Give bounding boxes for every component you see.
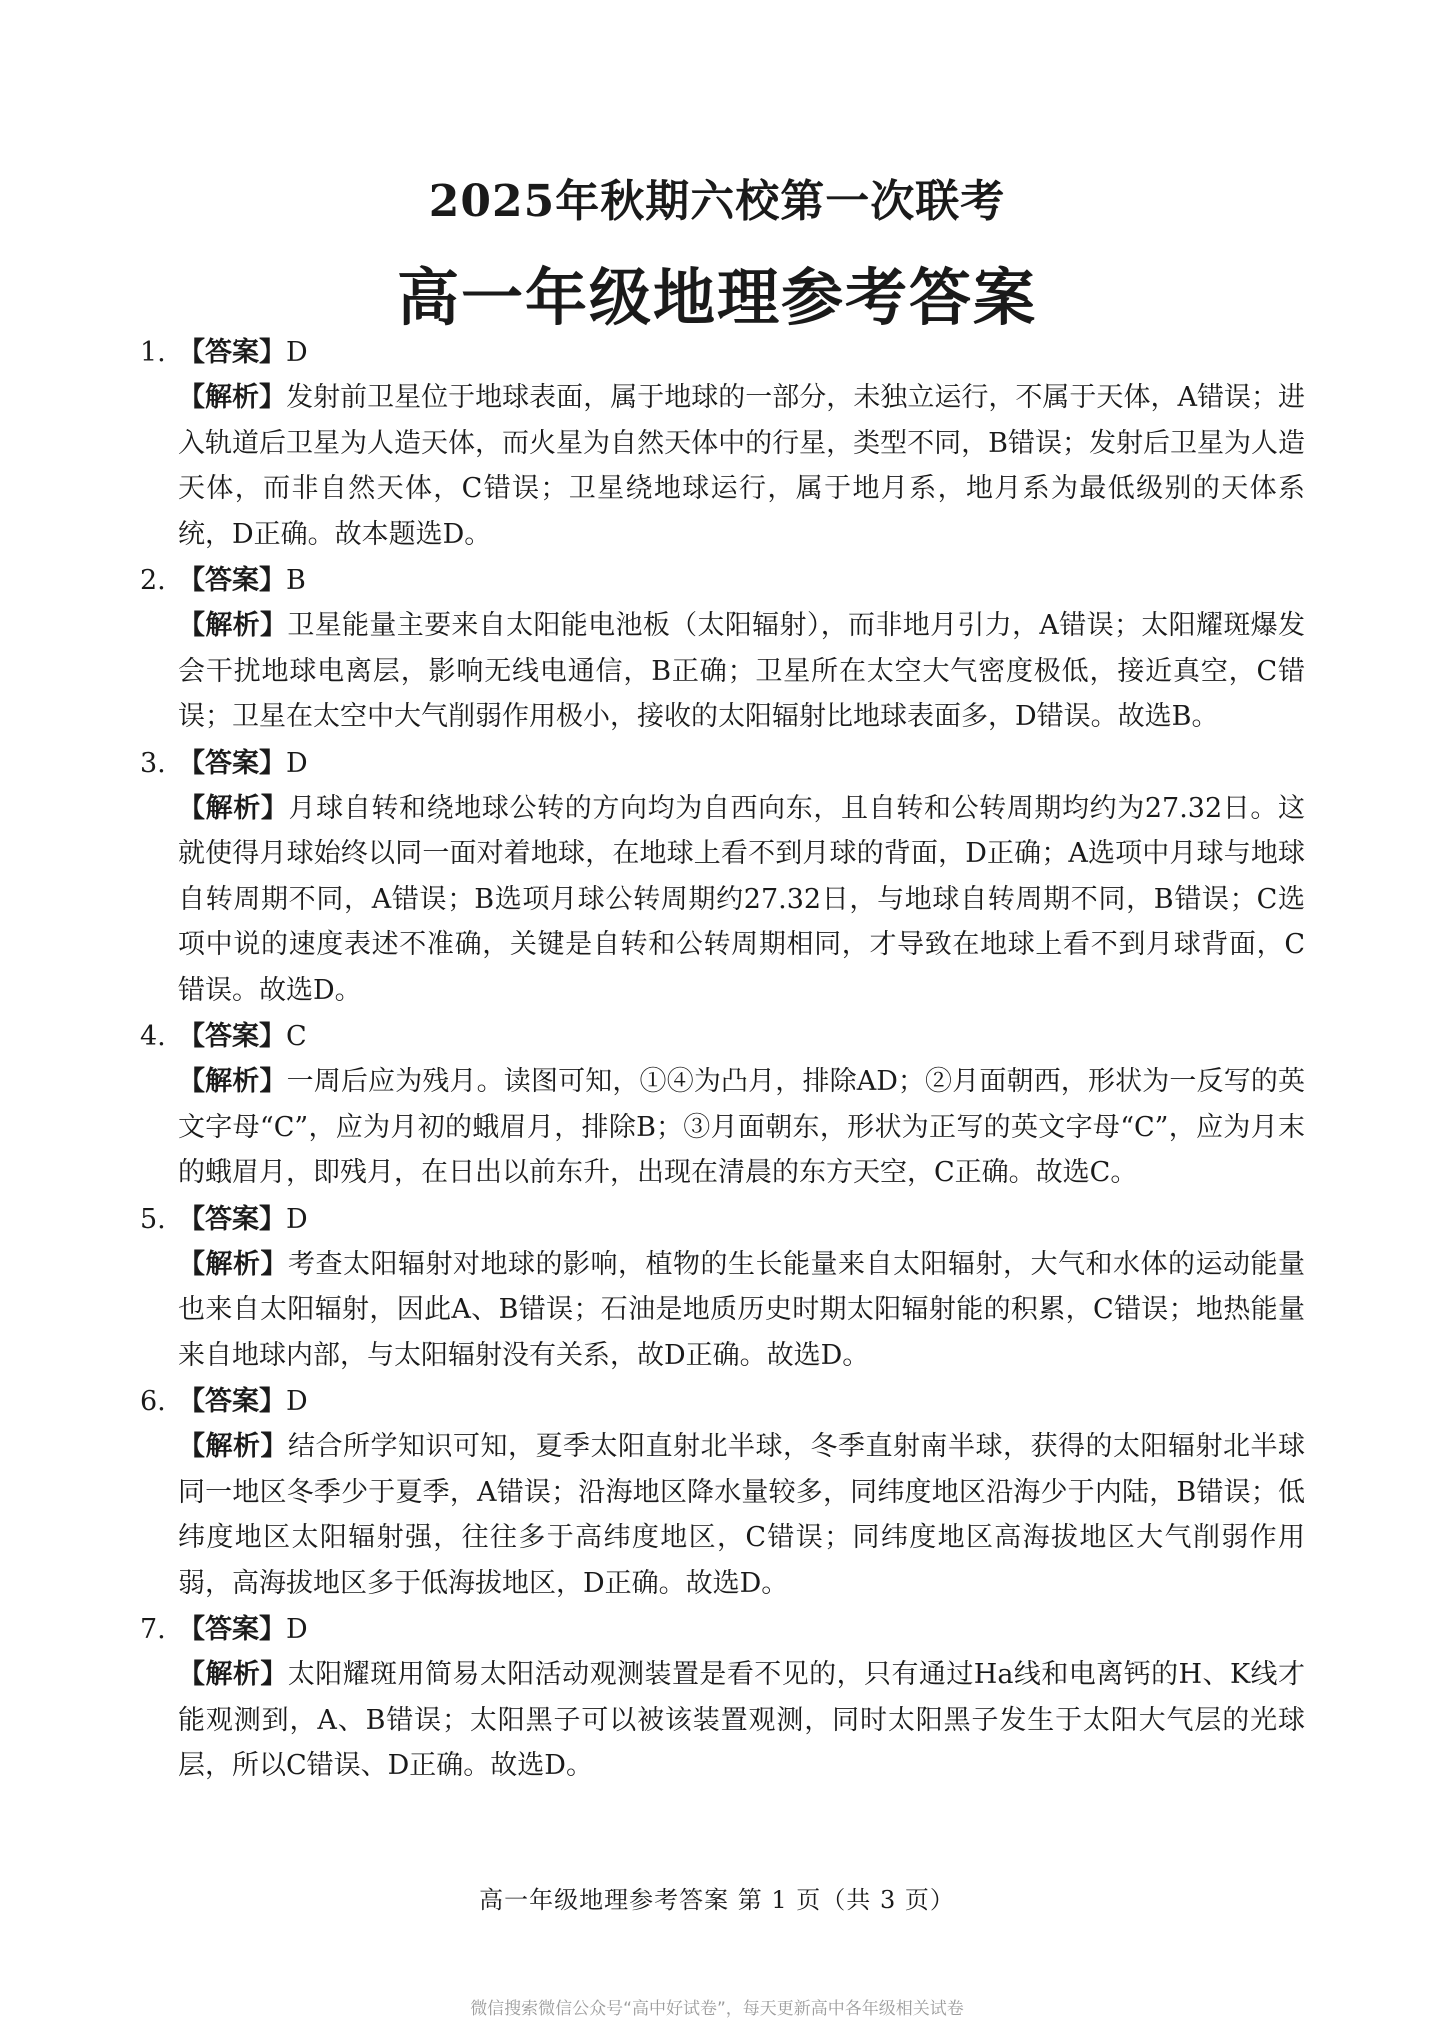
analysis-tag: 【解析】 xyxy=(178,792,289,824)
answer-value: C xyxy=(286,1021,307,1052)
analysis-text: 月球自转和绕地球公转的方向均为自西向东，且自转和公转周期均约为27.32日。这就使得月球始终以同一面对着地球，在地球上看不到月球的背面，D正确；A选项中月球与地球自转周期不同，A错误；B选项月球公转周期约27.32日，与地球自转周期不同，B错误；C选项中说的速度表述不准确，关键是自转和公转周期相同，才导致在地球上看不到月球背面，C错误。故选D。 xyxy=(178,792,1306,1006)
answer-tag: 【答案】 xyxy=(178,565,286,596)
answer-line xyxy=(140,330,1305,375)
analysis-paragraph xyxy=(140,603,1305,740)
answer-value: D xyxy=(286,747,308,779)
analysis-tag: 【解析】 xyxy=(178,1248,288,1280)
answer-value: D xyxy=(286,1614,308,1645)
question-number: 4. xyxy=(140,1021,166,1052)
answer-tag: 【答案】 xyxy=(178,1203,286,1235)
analysis-paragraph xyxy=(140,786,1305,1014)
question-number: 5. xyxy=(140,1203,166,1235)
question-number: 1. xyxy=(140,337,166,368)
answer-value: D xyxy=(286,1203,308,1235)
question-number: 6. xyxy=(140,1386,166,1417)
answer-line xyxy=(140,558,1305,603)
answer-value: D xyxy=(286,1386,308,1417)
question-number: 3. xyxy=(140,747,166,779)
answer-line xyxy=(140,1379,1305,1424)
answer-item-1 xyxy=(140,330,1305,557)
answer-value: B xyxy=(286,565,306,596)
exam-title: 2025年秋期六校第一次联考 xyxy=(428,176,1006,227)
answer-item-4 xyxy=(140,1014,1305,1196)
answer-item-5 xyxy=(140,1197,1305,1379)
analysis-paragraph xyxy=(140,1059,1305,1196)
analysis-text: 考查太阳辐射对地球的影响，植物的生长能量来自太阳辐射，大气和水体的运动能量也来自太阳辐射，因此A、B错误；石油是地质历史时期太阳辐射能的积累，C错误；地热能量来自地球内部，与太阳辐射没有关系，故D正确。故选D。 xyxy=(178,1248,1305,1371)
answer-item-7 xyxy=(140,1607,1305,1789)
analysis-paragraph xyxy=(140,375,1305,557)
answer-line xyxy=(140,1014,1305,1059)
question-number: 2. xyxy=(140,565,166,596)
answer-line xyxy=(140,1607,1305,1652)
analysis-text: 发射前卫星位于地球表面，属于地球的一部分，未独立运行，不属于天体，A错误；进入轨道后卫星为人造天体，而火星为自然天体中的行星，类型不同，B错误；发射后卫星为人造天体，而非自然天体，C错误；卫星绕地球运行，属于地月系，地月系为最低级别的天体系统，D正确。故本题选D。 xyxy=(178,382,1306,550)
answer-value: D xyxy=(286,337,308,368)
analysis-tag: 【解析】 xyxy=(178,1659,288,1690)
analysis-paragraph xyxy=(140,1424,1305,1606)
answer-list xyxy=(140,330,1305,1790)
watermark-text: 微信搜索微信公众号“高中好试卷”，每天更新高中各年级相关试卷 xyxy=(470,1999,964,2019)
analysis-tag: 【解析】 xyxy=(178,1066,287,1097)
page-footer: 高一年级地理参考答案 第 1 页（共 3 页） xyxy=(479,1886,955,1914)
analysis-paragraph xyxy=(140,1242,1305,1379)
analysis-tag: 【解析】 xyxy=(178,610,288,641)
answer-tag: 【答案】 xyxy=(178,1386,286,1417)
answer-tag: 【答案】 xyxy=(178,1614,286,1645)
analysis-text: 卫星能量主要来自太阳能电池板（太阳辐射），而非地月引力，A错误；太阳耀斑爆发会干扰地球电离层，影响无线电通信，B正确；卫星所在太空大气密度极低，接近真空，C错误；卫星在太空中大气削弱作用极小，接收的太阳辐射比地球表面多，D错误。故选B。 xyxy=(178,610,1306,732)
answer-line xyxy=(140,1197,1305,1242)
analysis-text: 结合所学知识可知，夏季太阳直射北半球，冬季直射南半球，获得的太阳辐射北半球同一地区冬季少于夏季，A错误；沿海地区降水量较多，同纬度地区沿海少于内陆，B错误；低纬度地区太阳辐射强，往往多于高纬度地区，C错误；同纬度地区高海拔地区大气削弱作用弱，高海拔地区多于低海拔地区，D正确。故选D。 xyxy=(178,1431,1305,1599)
answer-item-3 xyxy=(140,741,1305,1014)
answer-key-title: 高一年级地理参考答案 xyxy=(396,261,1037,334)
analysis-tag: 【解析】 xyxy=(178,382,287,413)
analysis-tag: 【解析】 xyxy=(178,1431,288,1462)
answer-line xyxy=(140,741,1305,786)
answer-item-2 xyxy=(140,558,1305,740)
answer-tag: 【答案】 xyxy=(178,747,286,779)
analysis-text: 一周后应为残月。读图可知，①④为凸月，排除AD；②月面朝西，形状为一反写的英文字母“C”，应为月初的蛾眉月，排除B；③月面朝东，形状为正写的英文字母“C”，应为月末的蛾眉月，即残月，在日出以前东升，出现在清晨的东方天空，C正确。故选C。 xyxy=(178,1066,1305,1188)
analysis-paragraph xyxy=(140,1652,1305,1789)
analysis-text: 太阳耀斑用简易太阳活动观测装置是看不见的，只有通过Ha线和电离钙的H、K线才能观测到，A、B错误；太阳黑子可以被该装置观测，同时太阳黑子发生于太阳大气层的光球层，所以C错误、D正确。故选D。 xyxy=(178,1659,1306,1781)
answer-tag: 【答案】 xyxy=(178,337,286,368)
answer-tag: 【答案】 xyxy=(178,1021,286,1052)
answer-item-6 xyxy=(140,1379,1305,1606)
question-number: 7. xyxy=(140,1614,166,1645)
